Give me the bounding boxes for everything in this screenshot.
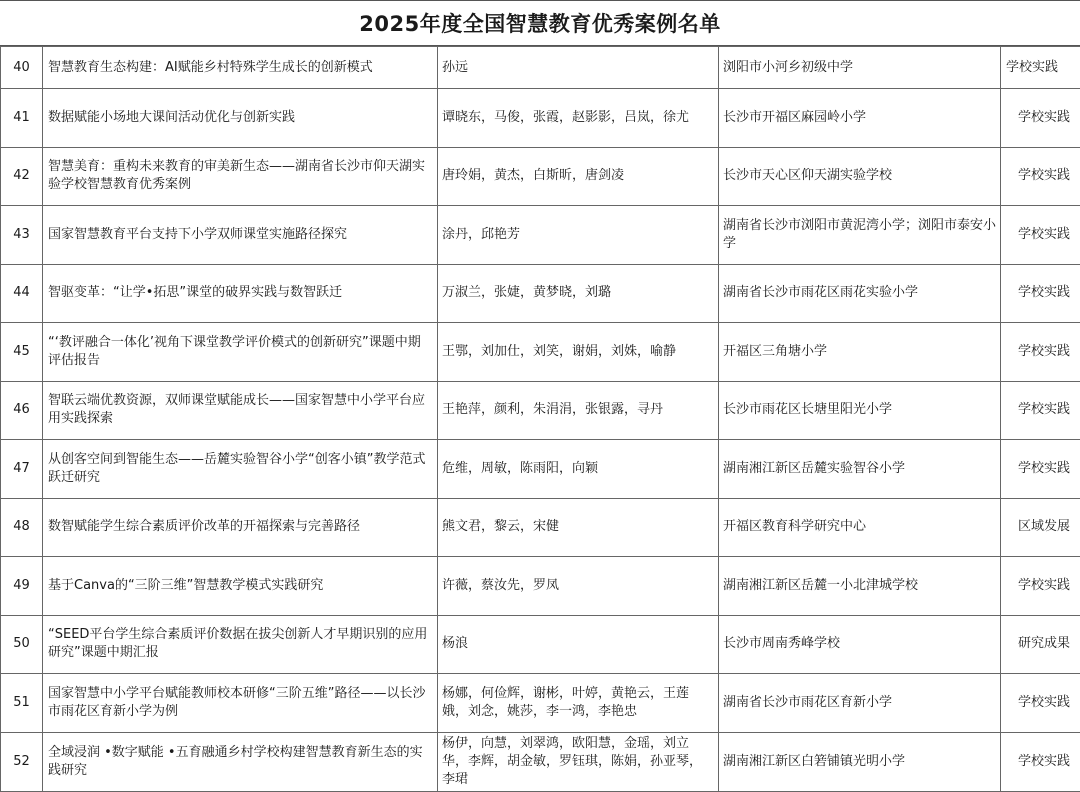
case-list-table xyxy=(0,46,1080,792)
table-row xyxy=(1,557,1080,616)
author-list: 熊文君，黎云，宋健 xyxy=(438,498,719,557)
author-list: 杨浪 xyxy=(438,615,719,674)
table-row xyxy=(1,323,1080,382)
case-title: “SEED平台学生综合素质评价数据在拔尖创新人才早期识别的应用研究”课题中期汇报 xyxy=(43,615,438,674)
case-category: 学校实践 xyxy=(1001,381,1080,440)
table-row xyxy=(1,732,1080,791)
table-row xyxy=(1,440,1080,499)
case-title: 智慧教育生态构建：AI赋能乡村特殊学生成长的创新模式 xyxy=(43,47,438,89)
case-category: 学校实践 xyxy=(1001,264,1080,323)
school-unit: 湖南省长沙市雨花区雨花实验小学 xyxy=(719,264,1001,323)
school-unit: 开福区教育科学研究中心 xyxy=(719,498,1001,557)
school-unit: 长沙市开福区麻园岭小学 xyxy=(719,89,1001,148)
table-row xyxy=(1,381,1080,440)
row-number: 52 xyxy=(1,732,43,791)
case-category: 学校实践 xyxy=(1001,557,1080,616)
author-list: 孙远 xyxy=(438,47,719,89)
school-unit: 湖南湘江新区白箬铺镇光明小学 xyxy=(719,732,1001,791)
table-row xyxy=(1,674,1080,733)
table-row xyxy=(1,206,1080,265)
case-title: 国家智慧中小学平台赋能教师校本研修“三阶五维”路径——以长沙市雨花区育新小学为例 xyxy=(43,674,438,733)
case-title: 从创客空间到智能生态——岳麓实验智谷小学“创客小镇”教学范式跃迁研究 xyxy=(43,440,438,499)
author-list: 杨娜，何俭辉，谢彬，叶婷，黄艳云，王莲娥，刘念，姚莎，李一鸿，李艳忠 xyxy=(438,674,719,733)
case-title: 智驱变革：“让学•拓思”课堂的破界实践与数智跃迁 xyxy=(43,264,438,323)
row-number: 43 xyxy=(1,206,43,265)
row-number: 51 xyxy=(1,674,43,733)
author-list: 杨伊，向慧，刘翠鸿，欧阳慧，金瑶，刘立华，李辉，胡金敏，罗钰琪，陈娟，孙亚琴，李珺 xyxy=(438,732,719,791)
school-unit: 长沙市天心区仰天湖实验学校 xyxy=(719,147,1001,206)
case-category: 学校实践 xyxy=(1001,323,1080,382)
case-title: 基于Canva的“三阶三维”智慧教学模式实践研究 xyxy=(43,557,438,616)
school-unit: 浏阳市小河乡初级中学 xyxy=(719,47,1001,89)
row-number: 47 xyxy=(1,440,43,499)
case-category: 学校实践 xyxy=(1001,147,1080,206)
author-list: 涂丹，邱艳芳 xyxy=(438,206,719,265)
case-category: 学校实践 xyxy=(1001,47,1080,89)
school-unit: 湖南湘江新区岳麓实验智谷小学 xyxy=(719,440,1001,499)
case-category: 研究成果 xyxy=(1001,615,1080,674)
author-list: 王鄂，刘加仕，刘笑，谢娟，刘姝，喻静 xyxy=(438,323,719,382)
row-number: 40 xyxy=(1,47,43,89)
author-list: 谭晓东，马俊，张霞，赵影影，吕岚，徐尤 xyxy=(438,89,719,148)
document-title: 2025年度全国智慧教育优秀案例名单 xyxy=(359,8,720,38)
author-list: 唐玲娟，黄杰，白斯昕，唐剑凌 xyxy=(438,147,719,206)
author-list: 危维，周敏，陈雨阳，向颖 xyxy=(438,440,719,499)
school-unit: 长沙市雨花区长塘里阳光小学 xyxy=(719,381,1001,440)
case-title: 数智赋能学生综合素质评价改革的开福探索与完善路径 xyxy=(43,498,438,557)
case-category: 学校实践 xyxy=(1001,732,1080,791)
case-title: 智联云端优教资源，双师课堂赋能成长——国家智慧中小学平台应用实践探索 xyxy=(43,381,438,440)
table-row xyxy=(1,89,1080,148)
author-list: 万淑兰，张婕，黄梦晓，刘璐 xyxy=(438,264,719,323)
school-unit: 湖南湘江新区岳麓一小北津城学校 xyxy=(719,557,1001,616)
case-category: 学校实践 xyxy=(1001,206,1080,265)
school-unit: 开福区三角塘小学 xyxy=(719,323,1001,382)
case-title: 国家智慧教育平台支持下小学双师课堂实施路径探究 xyxy=(43,206,438,265)
table-row xyxy=(1,264,1080,323)
row-number: 45 xyxy=(1,323,43,382)
row-number: 41 xyxy=(1,89,43,148)
case-category: 区域发展 xyxy=(1001,498,1080,557)
case-category: 学校实践 xyxy=(1001,89,1080,148)
case-title: 智慧美育：重构未来教育的审美新生态——湖南省长沙市仰天湖实验学校智慧教育优秀案例 xyxy=(43,147,438,206)
row-number: 46 xyxy=(1,381,43,440)
case-category: 学校实践 xyxy=(1001,674,1080,733)
table-row xyxy=(1,615,1080,674)
case-title: “‘教评融合一体化’视角下课堂教学评价模式的创新研究”课题中期评估报告 xyxy=(43,323,438,382)
table-row xyxy=(1,47,1080,89)
school-unit: 湖南省长沙市浏阳市黄泥湾小学；浏阳市泰安小学 xyxy=(719,206,1001,265)
row-number: 48 xyxy=(1,498,43,557)
row-number: 42 xyxy=(1,147,43,206)
case-title: 全域浸润 •数字赋能 •五育融通乡村学校构建智慧教育新生态的实践研究 xyxy=(43,732,438,791)
school-unit: 湖南省长沙市雨花区育新小学 xyxy=(719,674,1001,733)
title-bar xyxy=(0,0,1080,46)
row-number: 50 xyxy=(1,615,43,674)
row-number: 44 xyxy=(1,264,43,323)
table-body xyxy=(1,47,1080,792)
table-row xyxy=(1,147,1080,206)
author-list: 许薇，蔡汝先，罗凤 xyxy=(438,557,719,616)
case-title: 数据赋能小场地大课间活动优化与创新实践 xyxy=(43,89,438,148)
table-row xyxy=(1,498,1080,557)
author-list: 王艳萍，颜利，朱涓涓，张银露，寻丹 xyxy=(438,381,719,440)
school-unit: 长沙市周南秀峰学校 xyxy=(719,615,1001,674)
row-number: 49 xyxy=(1,557,43,616)
case-category: 学校实践 xyxy=(1001,440,1080,499)
